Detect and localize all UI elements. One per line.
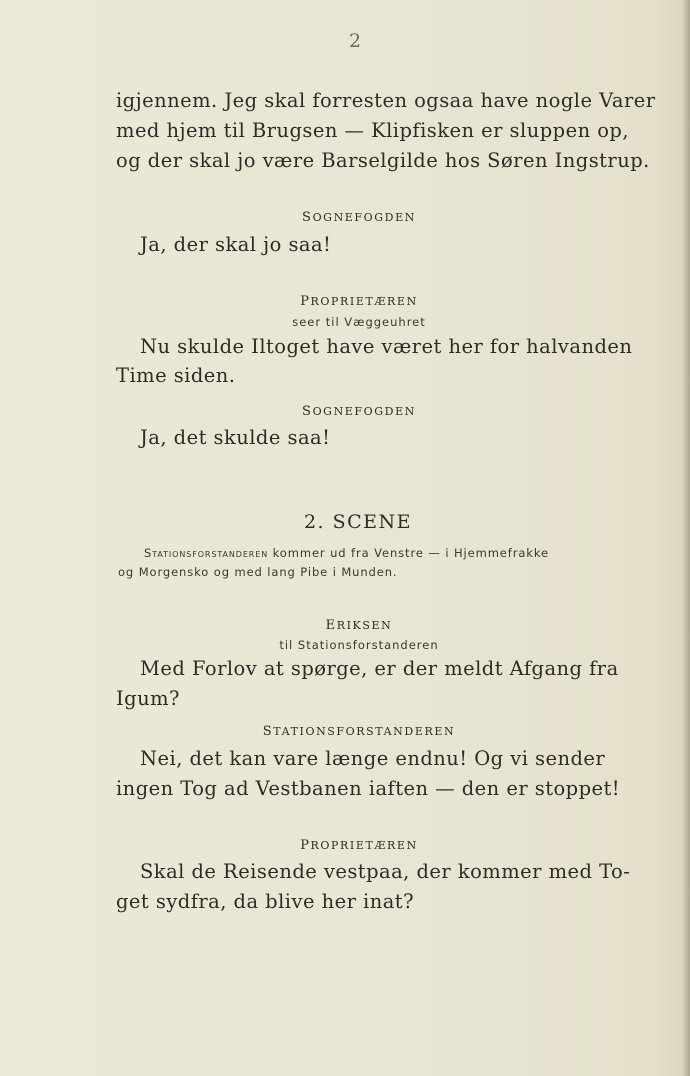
speaker-name: sognefogden xyxy=(302,204,416,226)
text-line-11: ingen Tog ad Vestbanen iaften — den er stoppet! xyxy=(116,777,621,800)
text-line-10: Nei, det kan vare længe endnu! Og vi sender xyxy=(140,747,606,770)
speaker-name: stationsforstanderen xyxy=(262,718,456,740)
text-line-8: Med Forlov at spørge, er der meldt Afgang fra xyxy=(140,657,619,680)
stage-direction xyxy=(118,544,600,563)
stage-direction-text: kommer ud fra Venstre — i Hjemmefrakke xyxy=(268,546,549,560)
text-line-12: Skal de Reisende vestpaa, der kommer med To- xyxy=(140,860,631,883)
text-line-1: igjennem. Jeg skal forresten ogsaa have nogle Varer xyxy=(116,89,656,112)
stage-character-name: Stationsforstanderen xyxy=(144,546,269,560)
page-number: 2 xyxy=(348,30,362,52)
text-line-3: og der skal jo være Barselgilde hos Søren Ingstrup. xyxy=(116,149,650,172)
text-line-13: get sydfra, da blive her inat? xyxy=(116,890,414,913)
speaker-name: eriksen xyxy=(325,612,393,634)
text-line-5: Nu skulde Iltoget have været her for halvanden xyxy=(140,335,633,358)
text-line-9: Igum? xyxy=(116,687,180,710)
text-line-6: Time siden. xyxy=(116,364,236,387)
text-line-2: med hjem til Brugsen — Klipfisken er sluppen op, xyxy=(116,119,629,142)
speaker-name: sognefogden xyxy=(302,398,416,420)
page-edge-shadow xyxy=(682,0,690,1076)
speaker-name: proprietæren xyxy=(300,288,418,310)
text-line-4: Ja, der skal jo saa! xyxy=(140,233,332,256)
stage-direction-inline: til Stationsforstanderen xyxy=(279,638,439,652)
scene-heading: 2. SCENE xyxy=(303,511,413,533)
stage-direction-line-2: og Morgensko og med lang Pibe i Munden. xyxy=(118,565,398,579)
stage-direction-inline: seer til Væggeuhret xyxy=(292,315,426,329)
text-line-7: Ja, det skulde saa! xyxy=(140,426,331,449)
speaker-name: proprietæren xyxy=(300,832,418,854)
